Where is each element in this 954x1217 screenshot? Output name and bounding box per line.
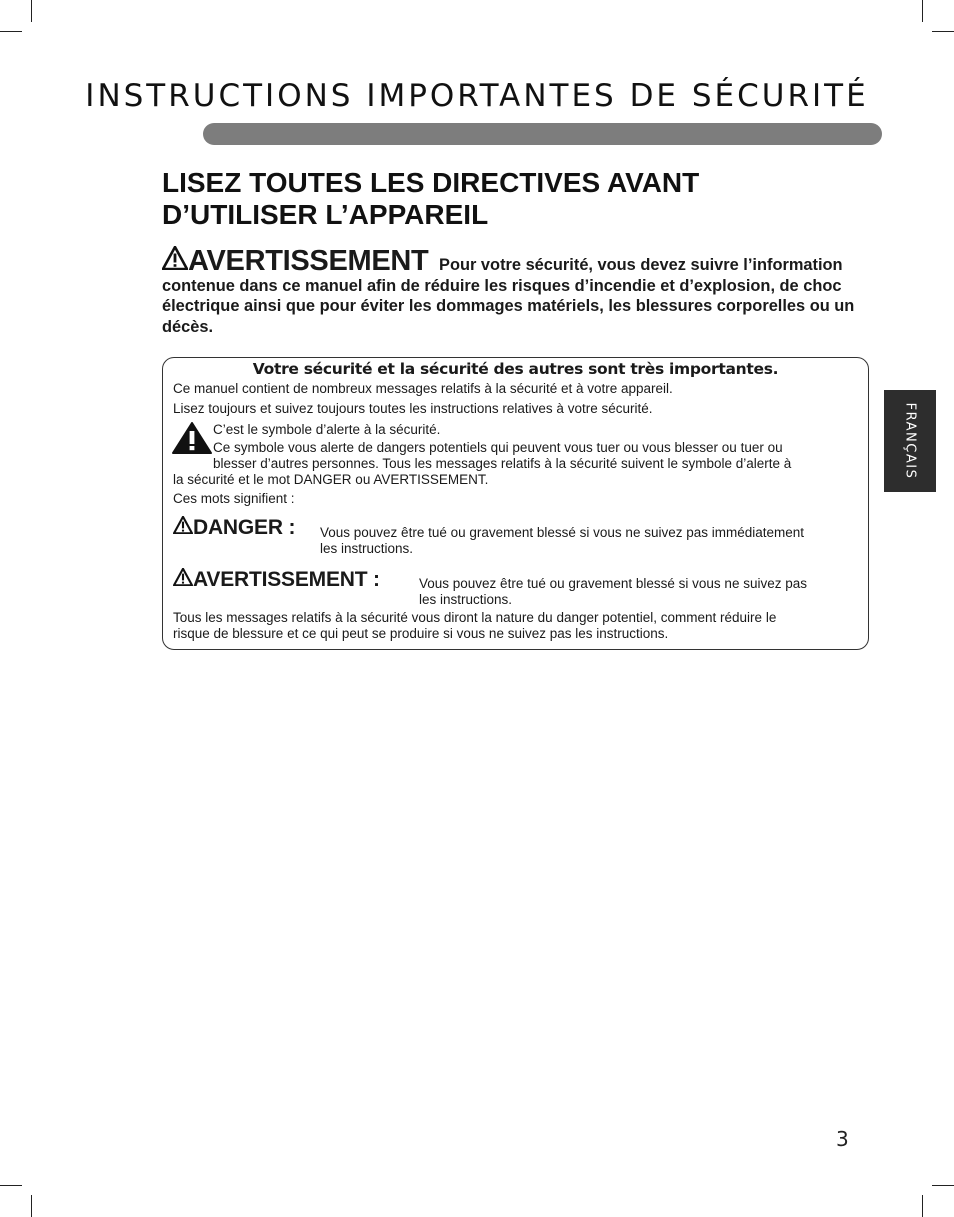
- safety-box: [162, 357, 869, 650]
- safety-box-title: Votre sécurité et la sécurité des autres sont très importantes.: [252, 360, 779, 378]
- avertissement-label: [173, 568, 380, 591]
- symbol-line-2: Ce symbole vous alerte de dangers potentiels qui peuvent vous tuer ou vous blesser ou tuer ou: [213, 440, 783, 455]
- crop-mark: [0, 1185, 22, 1186]
- section-heading: [162, 167, 802, 231]
- language-tab-label: FRANÇAIS: [902, 402, 918, 480]
- crop-mark: [31, 1195, 32, 1217]
- avertissement-label-text: AVERTISSEMENT :: [193, 568, 380, 591]
- crop-mark: [922, 1195, 923, 1217]
- danger-text-1: Vous pouvez être tué ou gravement blessé si vous ne suivez pas immédiatement: [320, 525, 805, 540]
- heading-line-2: D’UTILISER L’APPAREIL: [162, 199, 489, 230]
- danger-label: [173, 516, 295, 539]
- crop-mark: [932, 31, 954, 32]
- avertissement-text-2: les instructions.: [419, 592, 513, 607]
- crop-mark: [31, 0, 32, 22]
- closing-line-2: risque de blessure et ce qui peut se produire si vous ne suivez pas les instructions.: [173, 626, 669, 641]
- symbol-line-4: la sécurité et le mot DANGER ou AVERTISSEMENT.: [173, 472, 489, 487]
- warning-intro: [162, 246, 862, 337]
- crop-mark: [922, 0, 923, 22]
- page-title: INSTRUCTIONS IMPORTANTES DE SÉCURITÉ: [85, 78, 869, 114]
- warning-label-text: AVERTISSEMENT: [188, 245, 429, 277]
- safety-line-2: Lisez toujours et suivez toujours toutes les instructions relatives à votre sécurité.: [173, 401, 653, 416]
- crop-mark: [0, 31, 22, 32]
- safety-alert-symbol-icon: [171, 421, 213, 455]
- warning-triangle-icon: [173, 516, 193, 534]
- safety-line-1: Ce manuel contient de nombreux messages relatifs à la sécurité et à votre appareil.: [173, 381, 673, 396]
- title-bar: [203, 123, 882, 145]
- page-number: 3: [836, 1127, 849, 1151]
- symbol-line-1: C’est le symbole d’alerte à la sécurité.: [213, 422, 441, 437]
- language-tab: [884, 390, 936, 492]
- heading-line-1: LISEZ TOUTES LES DIRECTIVES AVANT: [162, 167, 700, 198]
- warning-triangle-icon: [173, 568, 193, 586]
- warning-intro-text: Pour votre sécurité, vous devez suivre l’information contenue dans ce manuel afin de réduire les risques d’incendie et d’explosion, de choc électrique ainsi que pour éviter les dommages matériels, les blessures corporelles ou un décès.: [162, 256, 855, 336]
- crop-mark: [932, 1185, 954, 1186]
- danger-text-2: les instructions.: [320, 541, 414, 556]
- avertissement-text-1: Vous pouvez être tué ou gravement blessé si vous ne suivez pas: [419, 576, 807, 591]
- closing-line-1: Tous les messages relatifs à la sécurité vous diront la nature du danger potentiel, comment réduire le: [173, 610, 777, 625]
- symbol-line-3: blesser d’autres personnes. Tous les messages relatifs à la sécurité suivent le symbole d’alerte à: [213, 456, 792, 471]
- words-intro: Ces mots signifient :: [173, 491, 295, 506]
- warning-triangle-icon: [162, 246, 188, 270]
- danger-label-text: DANGER :: [193, 516, 296, 539]
- warning-label: [162, 245, 428, 277]
